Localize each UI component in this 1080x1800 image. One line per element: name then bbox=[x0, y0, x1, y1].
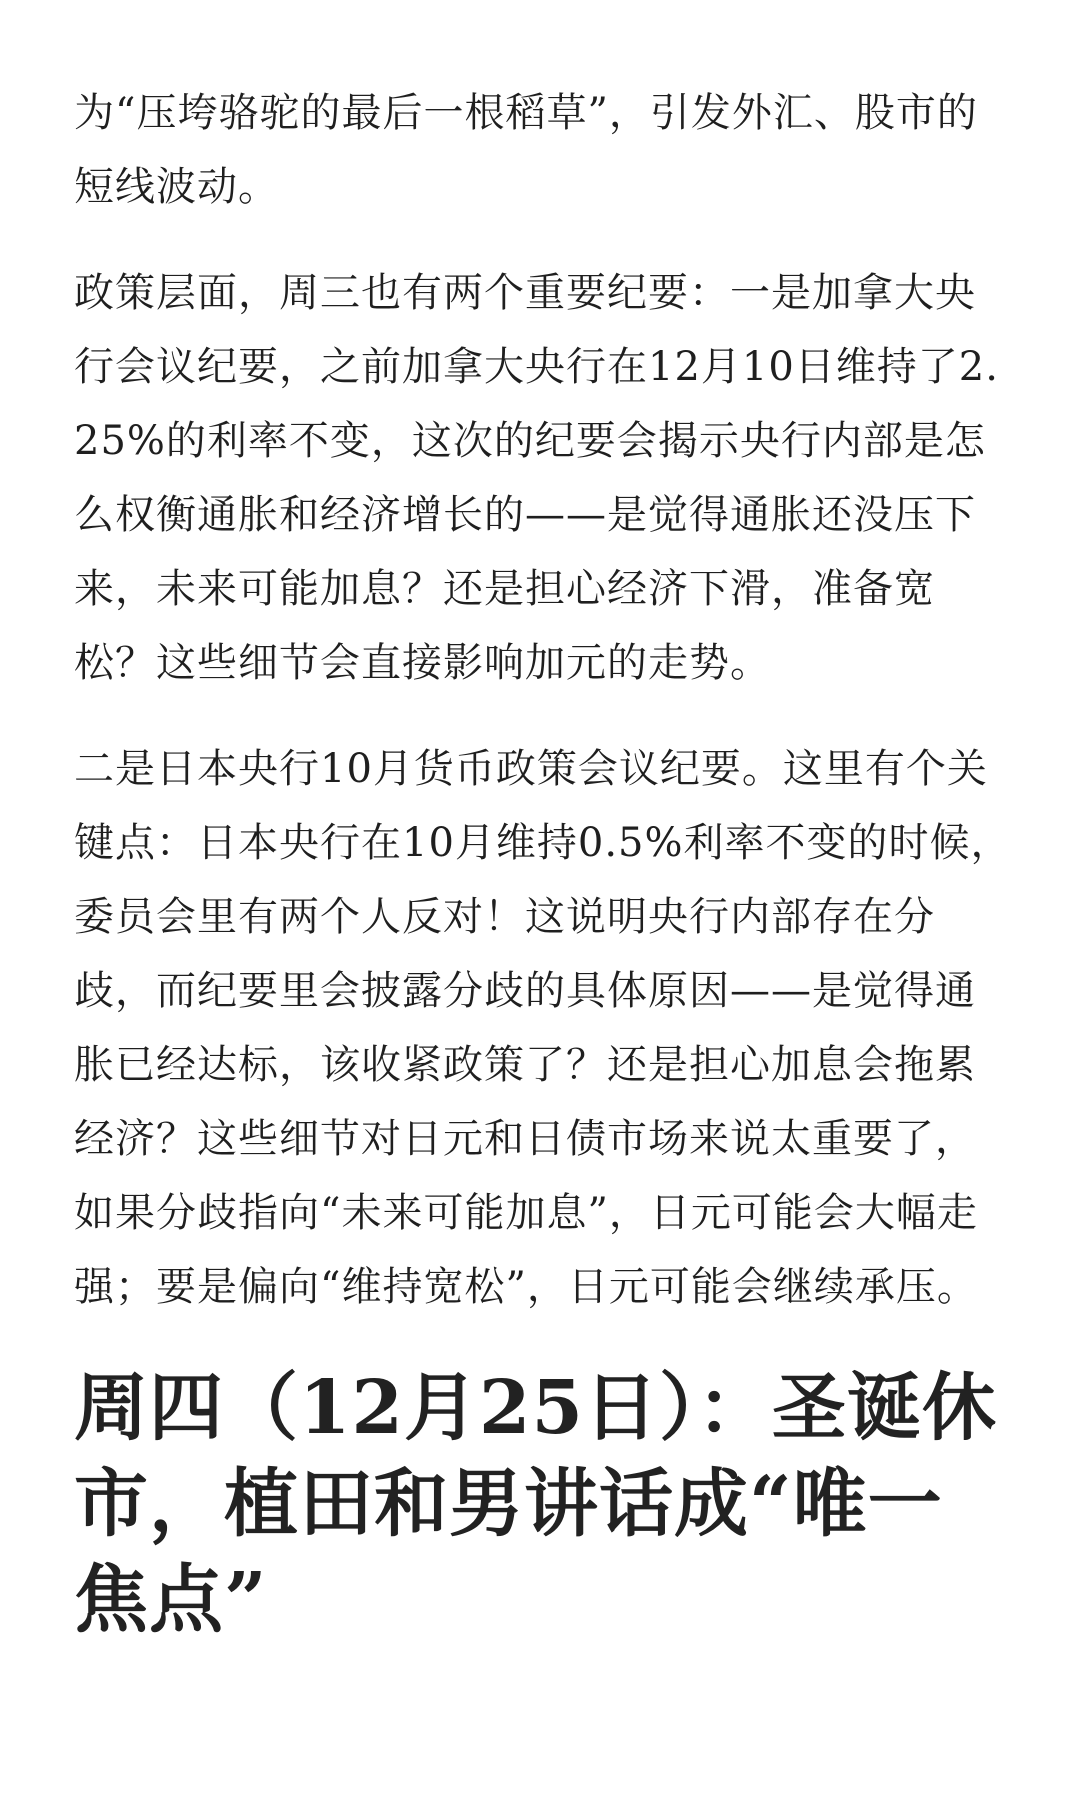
section-heading-thursday: 周四（12月25日）：圣诞休市，植田和男讲话成“唯一焦点” bbox=[74, 1365, 997, 1643]
paragraph-market-impact: 为“压垮骆驼的最后一根稻草”，引发外汇、股市的短线波动。 bbox=[74, 90, 978, 210]
article-body bbox=[74, 76, 1014, 1648]
paragraph-bank-of-canada: 政策层面，周三也有两个重要纪要：一是加拿大央行会议纪要，之前加拿大央行在12月10日维持了2.25%的利率不变，这次的纪要会揭示央行内部是怎么权衡通胀和经济增长的——是觉得通胀还没压下来，未来可能加息？还是担心经济下滑，准备宽松？这些细节会直接影响加元的走势。 bbox=[74, 270, 999, 686]
paragraph-bank-of-japan: 二是日本央行10月货币政策会议纪要。这里有个关键点：日本央行在10月维持0.5%利率不变的时候，委员会里有两个人反对！这说明央行内部存在分歧，而纪要里会披露分歧的具体原因——是觉得通胀已经达标，该收紧政策了？还是担心加息会拖累经济？这些细节对日元和日债市场来说太重要了，如果分歧指向“未来可能加息”，日元可能会大幅走强；要是偏向“维持宽松”，日元可能会继续承压。 bbox=[74, 746, 1012, 1310]
